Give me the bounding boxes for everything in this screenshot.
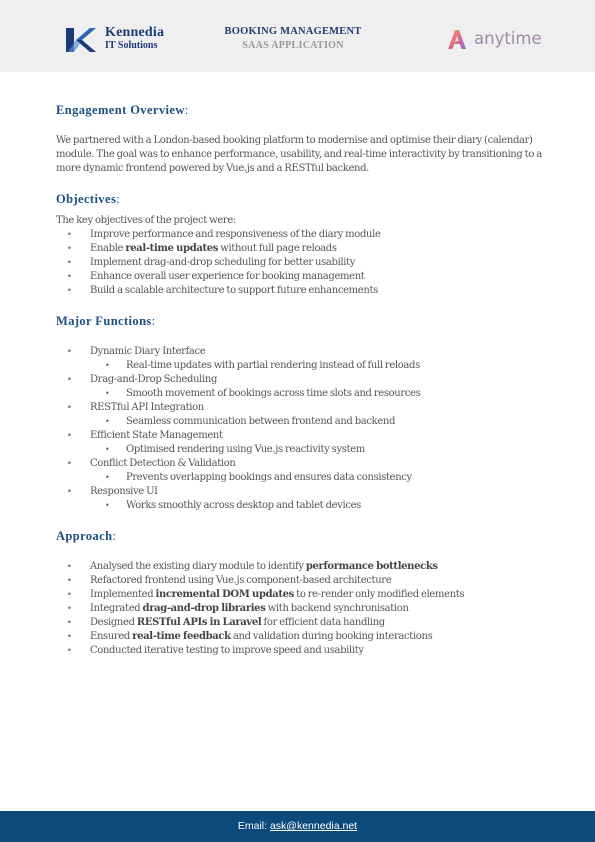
footer-email-label: Email: bbox=[237, 820, 270, 832]
logo-name: Kennedia bbox=[105, 25, 165, 40]
logo-subtitle: IT Solutions bbox=[105, 40, 158, 51]
kennedia-logo bbox=[64, 24, 184, 56]
section-objectives bbox=[56, 191, 546, 298]
function-item: • Responsive UI bbox=[56, 485, 546, 499]
anytime-logo bbox=[446, 28, 546, 52]
list-item: • Improve performance and responsiveness of the diary module bbox=[56, 228, 546, 242]
header-band bbox=[0, 0, 595, 72]
list-item: • Analysed the existing diary module to identify performance bottlenecks bbox=[56, 560, 546, 574]
brand-name: anytime bbox=[474, 29, 542, 48]
document-title: BOOKING MANAGEMENT bbox=[224, 26, 362, 37]
function-item: • RESTful API Integration bbox=[56, 401, 546, 415]
section-heading-objectives: Objectives: bbox=[56, 192, 121, 206]
list-item: • Implement drag-and-drop scheduling for better usability bbox=[56, 256, 546, 270]
overview-paragraph: We partnered with a London-based booking platform to modernise and optimise their diary (calendar) module. The goal was to enhance performance, usability, and real-time interactivity by transitioning to a more dynamic frontend powered by Vue.js and a RESTful backend. bbox=[56, 135, 542, 174]
function-subitem: • Seamless communication between frontend and backend bbox=[56, 415, 546, 429]
section-overview bbox=[56, 102, 546, 176]
list-item: • Build a scalable architecture to support future enhancements bbox=[56, 284, 546, 298]
function-subitem: • Real-time updates with partial rendering instead of full reloads bbox=[56, 359, 546, 373]
objectives-list bbox=[56, 228, 546, 298]
list-item: • Conducted iterative testing to improve speed and usability bbox=[56, 644, 546, 658]
objectives-intro: The key objectives of the project were: bbox=[56, 215, 236, 226]
function-item: • Dynamic Diary Interface bbox=[56, 345, 546, 359]
function-item: • Conflict Detection & Validation bbox=[56, 457, 546, 471]
function-subitem: • Optimised rendering using Vue.js reactivity system bbox=[56, 443, 546, 457]
section-approach bbox=[56, 528, 546, 658]
footer-band bbox=[0, 811, 595, 842]
list-item: • Enable real-time updates without full page reloads bbox=[56, 242, 546, 256]
kennedia-k-icon bbox=[64, 26, 96, 54]
functions-list bbox=[56, 345, 546, 513]
list-item: • Integrated drag-and-drop libraries with backend synchronisation bbox=[56, 602, 546, 616]
list-item: • Enhance overall user experience for booking management bbox=[56, 270, 546, 284]
list-item: • Refactored frontend using Vue.js component-based architecture bbox=[56, 574, 546, 588]
approach-list bbox=[56, 560, 546, 658]
list-item: • Implemented incremental DOM updates to re-render only modified elements bbox=[56, 588, 546, 602]
function-subitem: • Prevents overlapping bookings and ensures data consistency bbox=[56, 471, 546, 485]
section-heading-functions: Major Functions: bbox=[56, 314, 156, 328]
function-item: • Drag-and-Drop Scheduling bbox=[56, 373, 546, 387]
footer-email-link[interactable]: ask@kennedia.net bbox=[269, 820, 358, 832]
anytime-a-icon bbox=[446, 28, 468, 50]
list-item: • Designed RESTful APIs in Laravel for efficient data handling bbox=[56, 616, 546, 630]
list-item: • Ensured real-time feedback and validation during booking interactions bbox=[56, 630, 546, 644]
document-body bbox=[56, 102, 546, 658]
function-item: • Efficient State Management bbox=[56, 429, 546, 443]
section-major-functions bbox=[56, 313, 546, 513]
section-heading-approach: Approach: bbox=[56, 529, 117, 543]
function-subitem: • Works smoothly across desktop and tablet devices bbox=[56, 499, 546, 513]
function-subitem: • Smooth movement of bookings across time slots and resources bbox=[56, 387, 546, 401]
section-heading-overview: Engagement Overview: bbox=[56, 103, 189, 117]
document-subtitle: SAAS APPLICATION bbox=[242, 40, 344, 51]
